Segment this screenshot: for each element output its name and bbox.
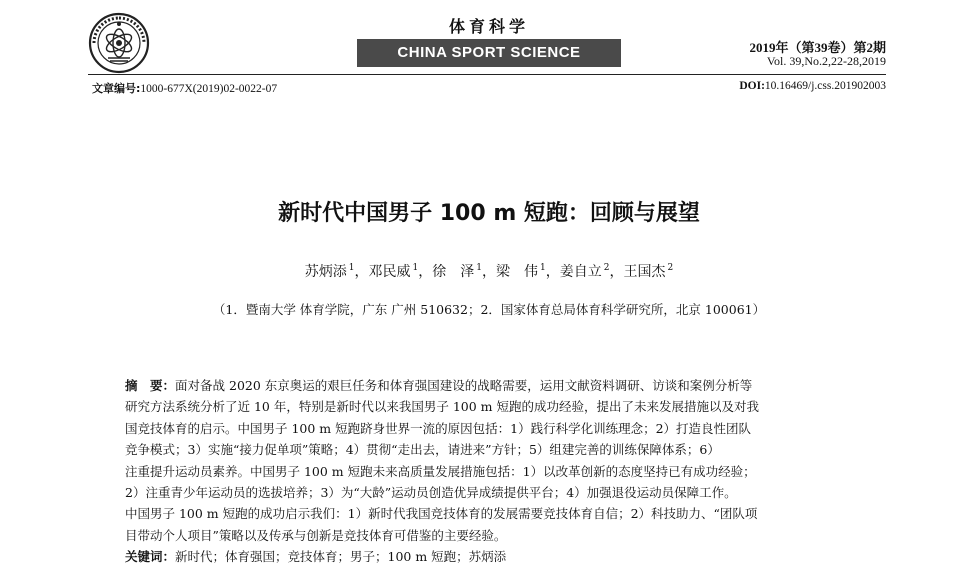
author-separator: ， [482,264,496,280]
author-name: 苏炳添 [304,264,347,280]
article-number-label: 文章编号: [92,82,141,95]
issue-info-cn: 2019年（第39卷）第2期 [749,40,886,55]
journal-title-cn: 体育科学 [448,17,529,36]
keywords-value: 新时代；体育强国；竞技体育；男子；100 m 短跑；苏炳添 [175,549,507,565]
article-number [92,80,277,96]
doi-value[interactable]: 10.16469/j.css.201902003 [764,80,886,92]
author-name: 徐 泽 [432,264,475,280]
paper-title: 新时代中国男子 100 m 短跑：回顾与展望 [278,201,700,226]
abstract-line: 研究方法系统分析了近 10 年，特别是新时代以来我国男子 100 m 短跑的成功经验，提出了未来发展措施以及对我 [125,399,759,415]
author-name: 王国杰 [623,264,666,280]
author-name: 梁 伟 [496,264,538,280]
doi[interactable] [739,80,886,92]
issue-info-en: Vol. 39,No.2,22-28,2019 [766,54,886,68]
author-affiliation-mark: 1 [412,263,419,274]
author-separator: ， [609,264,624,280]
author-affiliation-mark: 1 [476,263,482,274]
author-list [0,261,978,281]
doi-label: DOI: [739,80,765,92]
seal-icon [88,12,150,74]
abstract-line: 竞争模式；3）实施“接力促单项”策略；4）贯彻“走出去，请进来”方针；5）组建完善的训练保障体系；6） [125,442,720,458]
author-separator: ， [418,264,433,280]
author-affiliation-mark: 1 [540,263,546,274]
keywords [125,546,857,567]
author-affiliation-mark: 2 [603,263,610,274]
author-name: 邓民威 [368,264,411,280]
keywords-label: 关键词： [125,549,176,565]
abstract [125,375,857,568]
abstract-line: 国竞技体育的启示。中国男子 100 m 短跑跻身世界一流的原因包括：1）践行科学化训练理念；2）打造良性团队 [125,420,752,436]
author-affiliation-mark: 2 [667,263,674,274]
abstract-line: 摘 要：面对备战 2020 东京奥运的艰巨任务和体育强国建设的战略需要，运用文献资料调研、访谈和案例分析等 [125,378,753,393]
journal-logo-seal [88,12,150,74]
article-number-value: 1000-677X(2019)02-0022-07 [140,83,278,95]
author-affiliation-mark: 1 [348,263,355,274]
affiliations: （1．暨南大学 体育学院，广东 广州 510632；2．国家体育总局体育科学研究所，北京 100061） [212,302,766,317]
abstract-line: 目带动个人项目”策略以及传承与创新是竞技体育可借鉴的主要经验。 [125,527,507,543]
abstract-line: 中国男子 100 m 短跑的成功启示我们：1）新时代我国竞技体育的发展需要竞技体育自信；2）科技助力、“团队项 [125,506,758,522]
abstract-label: 摘 要： [125,378,176,393]
abstract-line: 注重提升运动员素养。中国男子 100 m 短跑未来高质量发展措施包括：1）以改革创新的态度坚持已有成功经验； [125,463,756,479]
author-name: 姜自立 [559,264,602,280]
author-separator: ， [354,264,369,280]
header-rule [88,74,886,75]
author-separator: ， [545,264,560,280]
abstract-line: 2）注重青少年运动员的选拔培养；3）为“大龄”运动员创造优异成绩提供平台；4）加强退役运动员保障工作。 [125,484,737,500]
journal-title-en: CHINA SPORT SCIENCE [357,39,621,67]
